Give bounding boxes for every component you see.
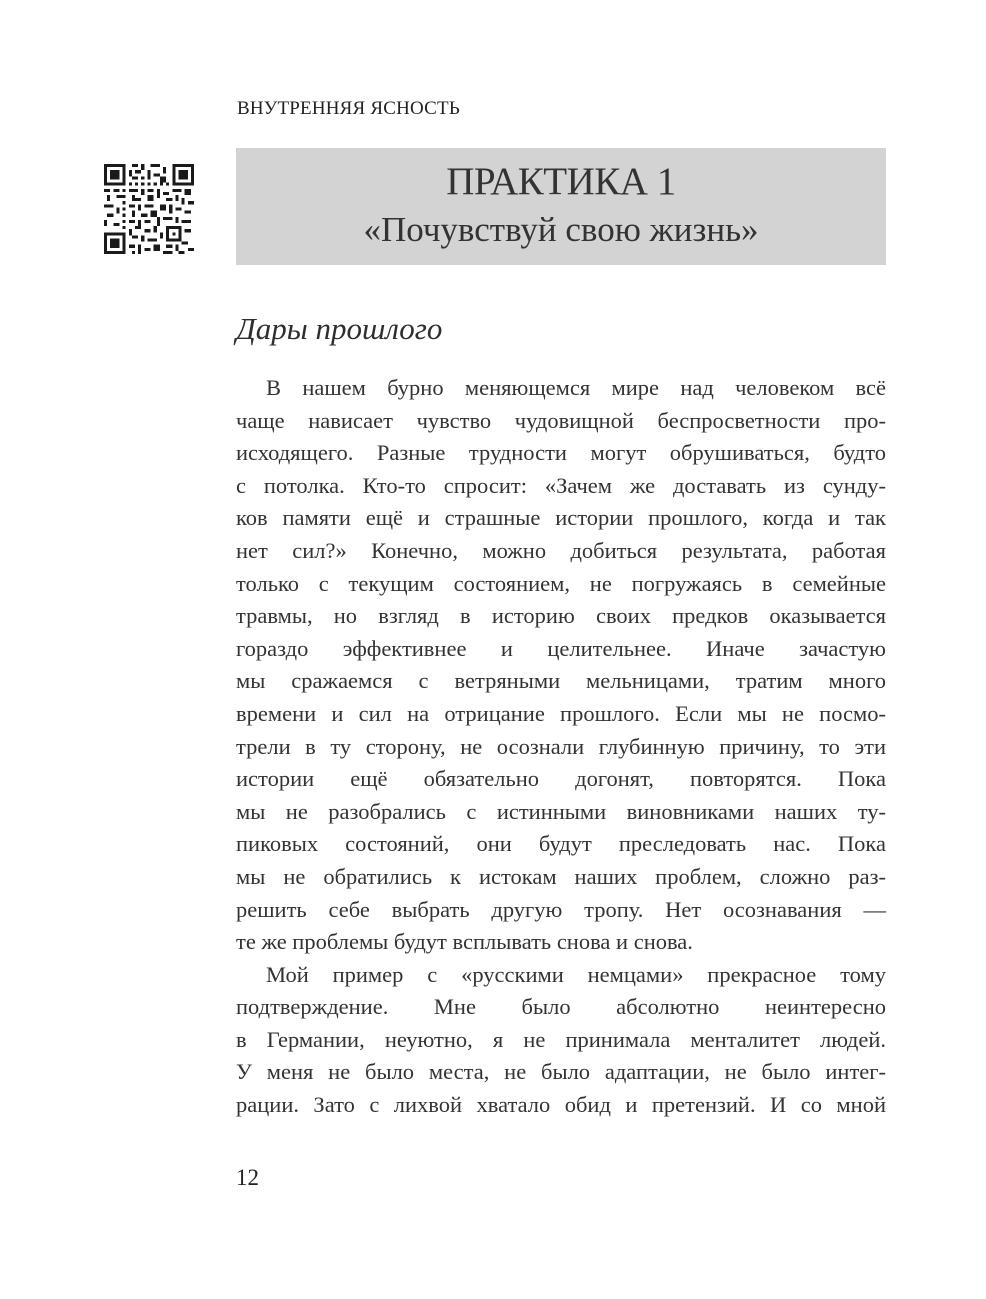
text-line: решить себе выбрать другую тропу. Нет осознавания — — [236, 896, 886, 922]
text-line: травмы, но взгляд в историю своих предков оказывается — [236, 603, 886, 629]
text-line: гораздо эффективнее и целительнее. Иначе зачастую — [236, 635, 886, 661]
qr-code-icon — [104, 164, 194, 254]
practice-title: ПРАКТИКА 1 — [446, 160, 676, 203]
text-line: мы не обратились к истокам наших проблем, сложно раз- — [236, 863, 886, 889]
page-number: 12 — [236, 1165, 259, 1190]
text-line: В нашем бурно меняющемся мире над человеком всё — [266, 375, 886, 400]
text-line: мы сражаемся с ветряными мельницами, тратим много — [236, 668, 886, 694]
text-line: только с текущим состоянием, не погружаясь в семейные — [236, 570, 886, 596]
text-line: У меня не было места, не было адаптации, не было интег- — [236, 1059, 886, 1085]
text-line: ков памяти ещё и страшные истории прошлого, когда и так — [236, 505, 886, 531]
practice-subtitle: «Почувствуй свою жизнь» — [363, 210, 759, 249]
body-text — [236, 372, 886, 1122]
text-line: трели в ту сторону, не осознали глубинную причину, то эти — [236, 733, 886, 759]
text-line: с потолка. Кто-то спросит: «Зачем же доставать из сунду- — [236, 472, 886, 498]
text-line: времени и сил на отрицание прошлого. Если мы не посмо- — [236, 700, 886, 726]
text-line: исходящего. Разные трудности могут обрушиваться, будто — [236, 440, 886, 466]
section-heading: Дары прошлого — [236, 311, 443, 346]
text-line: рации. Зато с лихвой хватало обид и претензий. И со мной — [236, 1092, 886, 1118]
text-line: мы не разобрались с истинными виновниками наших ту- — [236, 798, 886, 824]
running-header: ВНУТРЕННЯЯ ЯСНОСТЬ — [237, 98, 460, 119]
text-line: истории ещё обязательно догонят, повторятся. Пока — [236, 766, 886, 792]
text-line: нет сил?» Конечно, можно добиться результата, работая — [236, 537, 886, 563]
text-line: те же проблемы будут всплывать снова и снова. — [236, 929, 693, 955]
practice-title-box — [236, 148, 886, 265]
text-line: пиковых состояний, они будут преследовать нас. Пока — [236, 831, 886, 857]
text-line: подтверждение. Мне было абсолютно неинтересно — [236, 994, 886, 1020]
text-line: чаще нависает чувство чудовищной беспросветности про- — [236, 407, 886, 433]
text-line: в Германии, неуютно, я не принимала менталитет людей. — [236, 1026, 886, 1052]
text-line: Мой пример с «русскими немцами» прекрасное тому — [266, 961, 886, 987]
